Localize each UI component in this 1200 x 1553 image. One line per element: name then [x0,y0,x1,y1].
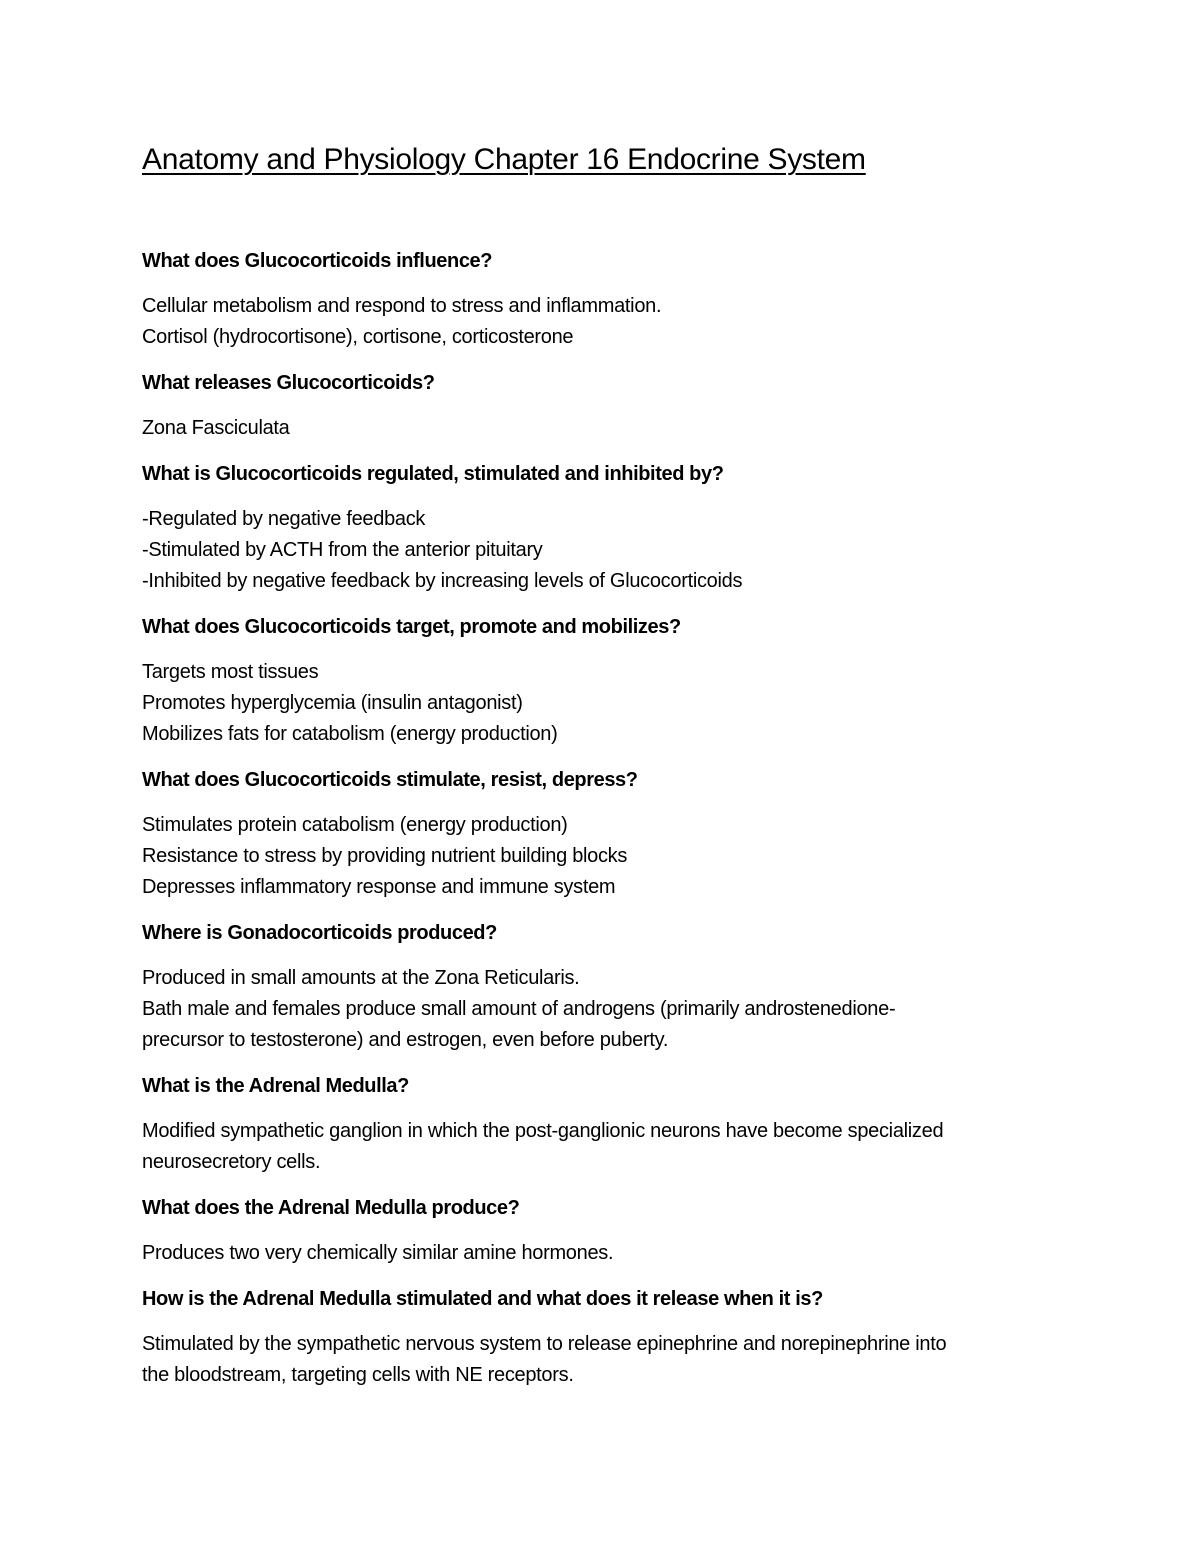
answer-line: Promotes hyperglycemia (insulin antagonist) [142,692,523,714]
answer-line: Produced in small amounts at the Zona Reticularis. [142,967,580,989]
answer-line: Zona Fasciculata [142,417,290,439]
answer-line: -Inhibited by negative feedback by increasing levels of Glucocorticoids [142,570,743,592]
question-heading: What is Glucocorticoids regulated, stimulated and inhibited by? [142,463,724,485]
answer-line: Bath male and females produce small amount of androgens (primarily androstenedione- [142,998,896,1020]
answer-line: Targets most tissues [142,661,319,683]
answer-text [142,1116,1062,1178]
answer-text [142,963,1062,1056]
question-heading: How is the Adrenal Medulla stimulated and what does it release when it is? [142,1288,823,1310]
answer-text [142,291,1062,353]
qa-section [142,765,1062,903]
question-heading: Where is Gonadocorticoids produced? [142,922,497,944]
answer-line: precursor to testosterone) and estrogen, even before puberty. [142,1029,669,1051]
answer-line: Resistance to stress by providing nutrient building blocks [142,845,628,867]
qa-section [142,612,1062,750]
question-heading: What does Glucocorticoids stimulate, resist, depress? [142,769,638,791]
question-heading: What releases Glucocorticoids? [142,372,435,394]
qa-section [142,246,1062,353]
answer-text [142,657,1062,750]
answer-text [142,504,1062,597]
answer-line: -Stimulated by ACTH from the anterior pituitary [142,539,543,561]
question-heading: What does the Adrenal Medulla produce? [142,1197,520,1219]
answer-line: Modified sympathetic ganglion in which the post-ganglionic neurons have become specialized [142,1120,944,1142]
qa-section [142,918,1062,1056]
answer-text [142,1238,1062,1269]
answer-text [142,413,1062,444]
answer-line: Depresses inflammatory response and immune system [142,876,616,898]
answer-line: Mobilizes fats for catabolism (energy production) [142,723,558,745]
question-heading: What does Glucocorticoids target, promote and mobilizes? [142,616,681,638]
answer-line: Cortisol (hydrocortisone), cortisone, corticosterone [142,326,574,348]
answer-line: neurosecretory cells. [142,1151,321,1173]
answer-text [142,1329,1062,1391]
qa-section [142,1071,1062,1178]
question-heading: What is the Adrenal Medulla? [142,1075,409,1097]
qa-section [142,1284,1062,1391]
document-body [142,246,1062,1406]
answer-line: -Regulated by negative feedback [142,508,426,530]
qa-section [142,459,1062,597]
answer-line: the bloodstream, targeting cells with NE receptors. [142,1364,574,1386]
answer-line: Stimulates protein catabolism (energy production) [142,814,568,836]
answer-text [142,810,1062,903]
qa-section [142,368,1062,444]
document-title: Anatomy and Physiology Chapter 16 Endocrine System [142,143,866,176]
answer-line: Produces two very chemically similar amine hormones. [142,1242,614,1264]
question-heading: What does Glucocorticoids influence? [142,250,493,272]
answer-line: Stimulated by the sympathetic nervous system to release epinephrine and norepinephrine into [142,1333,947,1355]
qa-section [142,1193,1062,1269]
answer-line: Cellular metabolism and respond to stress and inflammation. [142,295,662,317]
